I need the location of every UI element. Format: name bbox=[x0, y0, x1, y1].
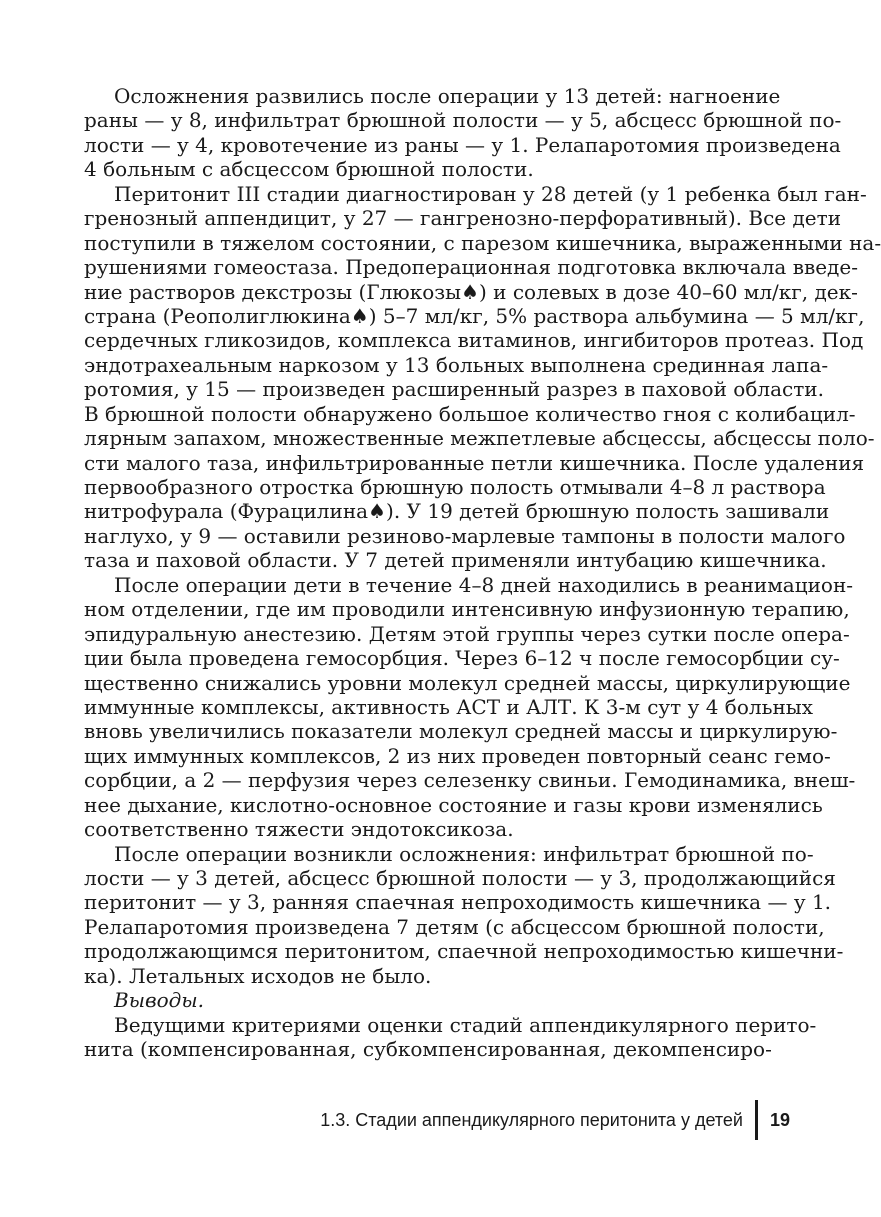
page-footer bbox=[320, 1100, 790, 1140]
text-line: сердечных гликозидов, комплекса витаминов, ингибиторов протеаз. Под bbox=[84, 328, 864, 353]
text-line: иммунные комплексы, активность АСТ и АЛТ. К 3-м сут у 4 больных bbox=[84, 694, 814, 719]
text-line: раны — у 8, инфильтрат брюшной полости — у 5, абсцесс брюшной по- bbox=[84, 108, 842, 133]
text-line: ка). Летальных исходов не было. bbox=[84, 963, 432, 988]
text-line: Осложнения развились после операции у 13 детей: нагноение bbox=[114, 84, 781, 108]
text-line: перитонит — у 3, ранняя спаечная непроходимость кишечника — у 1. bbox=[84, 890, 832, 915]
text-line: эпидуральную анестезию. Детям этой группы через сутки после опера- bbox=[84, 621, 850, 646]
text-line: страна (Реополиглюкина♠) 5–7 мл/кг, 5% раствора альбумина — 5 мл/кг, bbox=[84, 303, 865, 328]
text-line: 4 больным с абсцессом брюшной полости. bbox=[84, 157, 534, 182]
text-line: гренозный аппендицит, у 27 — гангренозно-перфоративный). Все дети bbox=[84, 206, 842, 231]
text-line: рушениями гомеостаза. Предоперационная подготовка включала введе- bbox=[84, 255, 858, 280]
text-line: лости — у 3 детей, абсцесс брюшной полости — у 3, продолжающийся bbox=[84, 866, 836, 890]
text-line: эндотрахеальным наркозом у 13 больных выполнена срединная лапа- bbox=[84, 352, 829, 377]
text-line: нитрофурала (Фурацилина♠). У 19 детей брюшную полость зашивали bbox=[84, 499, 830, 524]
text-line: Ведущими критериями оценки стадий аппендикулярного перито- bbox=[114, 1012, 817, 1037]
text-line: ние растворов декстрозы (Глюкозы♠) и солевых в дозе 40–60 мл/кг, дек- bbox=[84, 279, 858, 304]
body-text bbox=[84, 84, 881, 1062]
text-line: вновь увеличились показатели молекул средней массы и циркулирую- bbox=[84, 719, 838, 744]
text-line: щественно снижались уровни молекул средней массы, циркулирующие bbox=[84, 670, 851, 695]
text-line: Перитонит III стадии диагностирован у 28 детей (у 1 ребенка был ган- bbox=[114, 181, 867, 206]
text-line: лости — у 4, кровотечение из раны — у 1. Релапаротомия произведена bbox=[84, 132, 841, 157]
text-line: ном отделении, где им проводили интенсивную инфузионную терапию, bbox=[84, 597, 850, 622]
text-line: ротомия, у 15 — произведен расширенный разрез в паховой области. bbox=[84, 377, 824, 402]
conclusions-heading: Выводы. bbox=[114, 988, 204, 1013]
text-line: Релапаротомия произведена 7 детям (с абсцессом брюшной полости, bbox=[84, 914, 825, 939]
text-line: соответственно тяжести эндотоксикоза. bbox=[84, 817, 514, 842]
text-line: таза и паховой области. У 7 детей применяли интубацию кишечника. bbox=[84, 548, 827, 573]
text-line: первообразного отростка брюшную полость отмывали 4–8 л раствора bbox=[84, 475, 826, 499]
text-line: сорбции, а 2 — перфузия через селезенку свиньи. Гемодинамика, внеш- bbox=[84, 768, 856, 793]
text-line: лярным запахом, множественные межпетлевые абсцессы, абсцессы поло- bbox=[84, 426, 875, 451]
text-line: нее дыхание, кислотно-основное состояние и газы крови изменялись bbox=[84, 792, 823, 817]
text-line: В брюшной полости обнаружено большое количество гноя с колибацил- bbox=[84, 401, 856, 426]
text-line: нита (компенсированная, субкомпенсированная, декомпенсиро- bbox=[84, 1037, 772, 1062]
text-line: После операции дети в течение 4–8 дней находились в реанимацион- bbox=[114, 572, 854, 597]
running-title: 1.3. Стадии аппендикулярного перитонита у детей bbox=[320, 1109, 743, 1130]
page-number: 19 bbox=[769, 1109, 790, 1130]
text-line: щих иммунных комплексов, 2 из них проведен повторный сеанс гемо- bbox=[84, 743, 831, 768]
text-line: После операции возникли осложнения: инфильтрат брюшной по- bbox=[114, 841, 814, 866]
text-line: продолжающимся перитонитом, спаечной непроходимостью кишечни- bbox=[84, 939, 844, 964]
text-line: ции была проведена гемосорбция. Через 6–12 ч после гемосорбции су- bbox=[84, 646, 840, 671]
text-line: наглухо, у 9 — оставили резиново-марлевые тампоны в полости малого bbox=[84, 523, 846, 548]
text-line: поступили в тяжелом состоянии, с парезом кишечника, выраженными на- bbox=[84, 230, 881, 255]
text-line: сти малого таза, инфильтрированные петли кишечника. После удаления bbox=[84, 450, 865, 475]
